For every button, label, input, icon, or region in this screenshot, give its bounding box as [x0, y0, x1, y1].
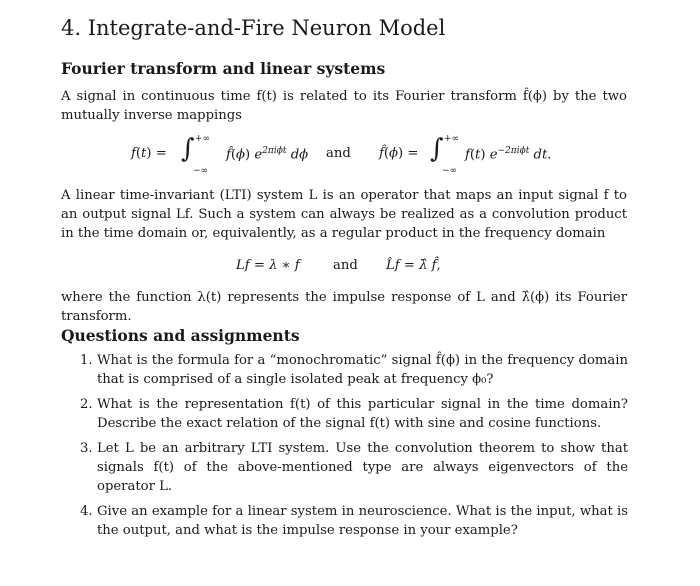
integral-lower-limit: −∞	[442, 166, 458, 176]
item-text: What is the representation f(t) of this particular signal in the time domain? Describe the exact relation of the signal f(t) with sine and cosine functions.	[97, 397, 628, 431]
item-text: What is the formula for a “monochromatic” signal f̂(ϕ) in the frequency domain that is comprised of a single isolated peak at frequency ϕ₀?	[97, 353, 628, 387]
section-heading-questions: Questions and assignments	[61, 326, 300, 345]
item-text: Give an example for a linear system in neuroscience. What is the input, what is the output, and what is the impulse response in your example?	[97, 504, 628, 538]
question-list	[80, 351, 628, 546]
integral-upper-limit: +∞	[444, 134, 460, 144]
list-item	[80, 351, 628, 389]
equation-inverse-transform: f(t) =	[131, 146, 167, 161]
equation-forward-integrand: f(t) $e^{-2\pi i\phi t}$ dt.	[465, 146, 552, 163]
item-number: 3.	[80, 441, 93, 456]
item-number: 4.	[80, 504, 93, 519]
item-number: 1.	[80, 353, 93, 368]
list-item	[80, 439, 628, 496]
equation-and-word: and	[333, 258, 358, 273]
integral-symbol: ∫	[430, 134, 444, 164]
paragraph-lti: A linear time-invariant (LTI) system L is an operator that maps an input signal f to an output signal Lf. Such a system can always be realized as a convolution product in the time domain or, equivalently, as a regular product in the frequency domain	[61, 188, 627, 241]
integral-lower-limit: −∞	[193, 166, 209, 176]
paragraph-intro: A signal in continuous time f(t) is related to its Fourier transform f̂(ϕ) by the two mutually inverse mappings	[61, 89, 627, 123]
page-title: 4. Integrate-and-Fire Neuron Model	[61, 16, 446, 40]
integral-upper-limit: +∞	[195, 134, 211, 144]
equation-and-word: and	[326, 146, 351, 161]
equation-inverse-integrand: f̂(ϕ) $e^{2\pi i\phi t}$ dϕ	[226, 146, 309, 163]
equation-forward-transform: f̂(ϕ) =	[379, 146, 419, 161]
paragraph-impulse-response: where the function λ(t) represents the impulse response of L and λ̂(ϕ) its Fourier transform.	[61, 290, 627, 324]
item-text: Let L be an arbitrary LTI system. Use the convolution theorem to show that signals f(t) of the above-mentioned type are always eigenvectors of the operator L.	[97, 441, 628, 494]
equation-time-domain: Lf = λ ∗ f	[236, 258, 300, 273]
item-number: 2.	[80, 397, 93, 412]
list-item	[80, 502, 628, 540]
equation-frequency-domain: L̂f = λ̂ f̂,	[386, 258, 441, 273]
section-heading-fourier: Fourier transform and linear systems	[61, 59, 386, 78]
integral-symbol: ∫	[181, 134, 195, 164]
list-item	[80, 395, 628, 433]
